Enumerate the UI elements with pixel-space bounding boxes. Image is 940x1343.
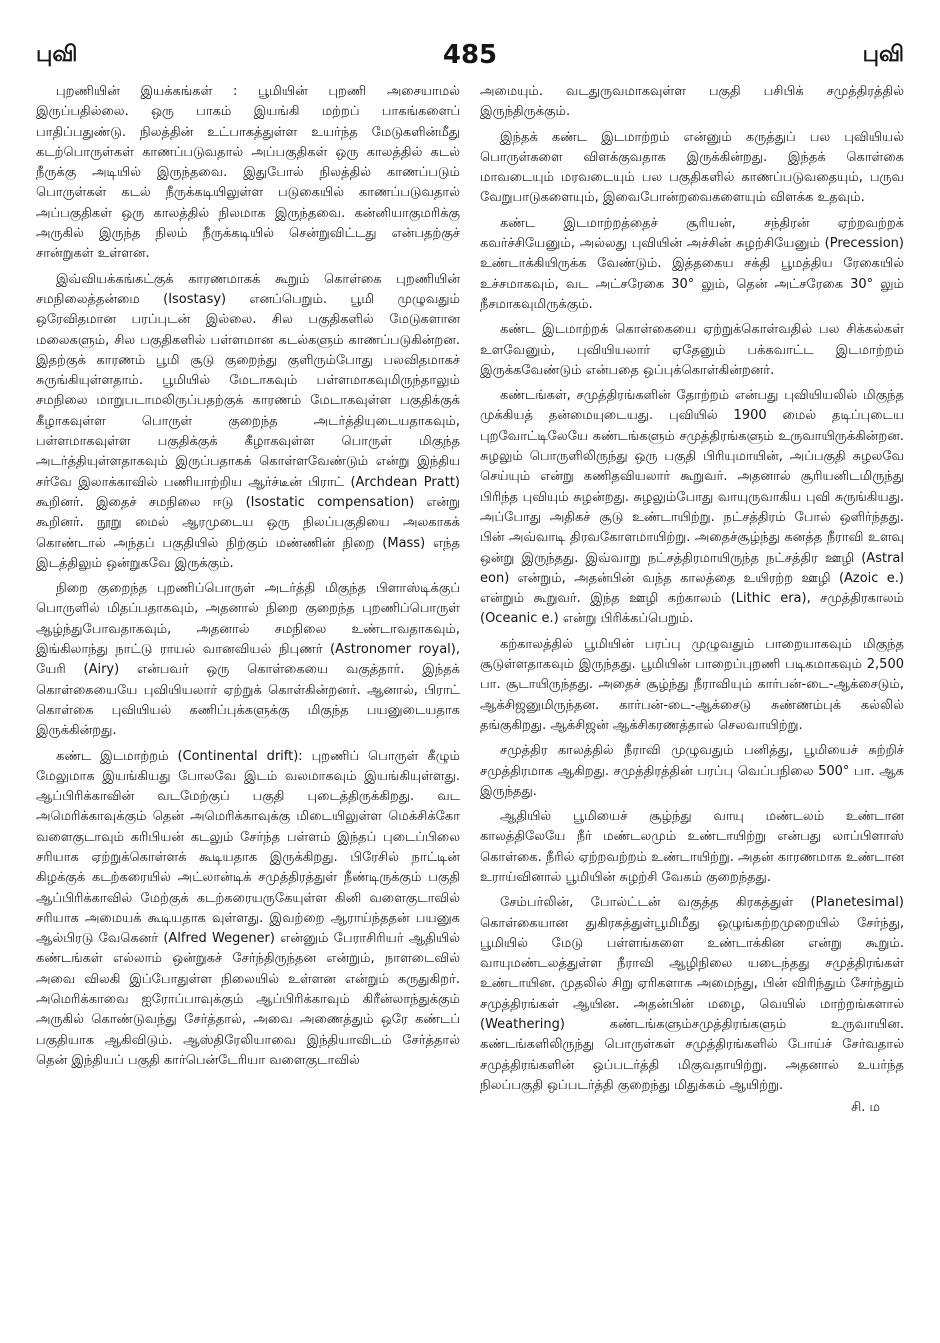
paragraph-drift-continued: அமையும். வடதுருவமாகவுள்ள பகுதி பசிபிக் சமுத்திரத்தில் இருந்திருக்கும். (480, 84, 904, 120)
page-header (36, 30, 904, 70)
author-signature: சி. ம (851, 1100, 880, 1116)
paragraph-isostasy: இவ்வியக்கங்கட்குக் காரணமாகக் கூறும் கொள்கை புறணியின் சமநிலைத்தன்மை (Isostasy) எனப்பெறும். பூமி முழுவதும் ஒரேவிதமான பரப்புடன் இல்லை. சில பகுதிகளில் மேடுகளான மலைகளும், சில பகுதிகளில் பள்ளமான கடல்களும் காணப்படுகின்றன. இதற்குக் காரணம் பூமி சூடு குறைந்து குளிரும்போது பலவிதமாகச் சுருங்கியுள்ளதாம். பூமியில் மேடாகவும் பள்ளமாகவுமிருந்தாலும் சமநிலை மாறுபடாமலிருப்பதற்குக் காரணம் மேடாகவுள்ள பகுதிக்குக் கீழாகவுள்ள பொருள் குறைந்த அடர்த்தியுடையதாகவும், பள்ளமாகவுள்ள பகுதிக்குக் கீழாகவுள்ள பொருள் மிகுந்த அடர்த்தியுள்ளதாகவும் இருப்பதாகக் கொள்ளவேண்டும் என்று இந்திய சர்வே இலாக்காவில் பணியாற்றிய ஆர்ச்டீன் பிராட் (Archdean Pratt) கூறினர். இதைச் சமநிலை ஈடு (Isostatic compensation) என்று கூறினர். நூறு மைல் ஆரமுடைய ஒரு நிலப்பகுதியை அலகாகக் கொண்டால் அந்தப் பகுதியில் நிற்கும் மண்ணின் நிறை (Mass) எந்த இடத்திலும் ஒன்றுகவே இருக்கும். (36, 271, 460, 571)
paragraph-lithic-era: கற்காலத்தில் பூமியின் பரப்பு முழுவதும் பாறையாகவும் மிகுந்த சூடுள்ளதாகவும் இருந்தது. பூமியின் பாறைப்புறணி படிகமாகவும் 2,500 பா. சூடாயிருந்தது. அதைச் சூழ்ந்து நீராவியும் கார்பன்-டை-ஆக்சைடும், ஆக்சிஜனுமிருந்தன. கார்பன்-டை-ஆக்சைடு சுண்ணம்புக் கல்லில் தங்குகிறது. ஆக்சிஜன் ஆக்சிகரணத்தால் செலவாயிற்று. (480, 636, 904, 733)
paragraph-planetesimal: சேம்பர்லின், போல்ட்டன் வகுத்த கிரகத்துள் (Planetesimal) கொள்கையான துகிரகத்துள்பூமிமீது ஒழுங்கற்றமுறையில் சேர்ந்து, பூமியில் மேடு பள்ளங்களை உண்டாக்கின என்று கூறும். வாயுமண்டலத்துள்ள நீராவி ஆழிநிலை யடைந்தது சமுத்திரங்கள் உண்டாயின. முதலில் சிறு ஏரிகளாக அமைந்து, பின் விரிந்தும் சேர்ந்தும் சமுத்திரங்கள் ஆயின. அதன்பின் மழை, வெயில் மாற்றங்களால் (Weathering) கண்டங்களும்சமுத்திரங்களும் உருவாயின. கண்டங்களிலிருந்து பொருள்கள் சமுத்திரங்களில் போய்ச் சேர்வதால் சமுத்திரங்களின் ஒப்படர்த்தி மிகுவதாயிற்று. அதனால் உயர்ந்த நிலப்பகுதி ஒப்படர்த்தி குறைந்து மிதுக்கம் ஆயிற்று. (480, 895, 904, 1093)
paragraph-laplace: ஆதியில் பூமியைச் சூழ்ந்து வாயு மண்டலம் உண்டான காலத்திலேயே நீர் மண்டலமும் உண்டாயிற்று என்பது லாப்பிளாஸ் கொள்கை. நீரில் ஏற்றவற்றம் உண்டாயிற்று. அதன் காரணமாக உண்டான உராய்வினால் பூமியின் சுழற்சி வேகம் குறைந்தது. (480, 809, 904, 885)
paragraph-drift-acceptance: கண்ட இடமாற்றக் கொள்கையை ஏற்றுக்கொள்வதில் பல சிக்கல்கள் உளவேனும், புவியியலார் ஏதேனும் பக்கவாட்ட இடமாற்றம் இருக்கவேண்டும் என்பதை ஒப்புக்கொள்கின்றனர். (480, 322, 904, 378)
header-right-word: புவி (862, 42, 904, 67)
paragraph-oceanic-era: சமுத்திர காலத்தில் நீராவி முழுவதும் பனித்து, பூமியைச் சுற்றிச் சமுத்திரமாக ஆகிறது. சமுத்திரத்தின் பரப்பு வெப்பநிலை 500° பா. ஆக இருந்தது. (480, 743, 904, 799)
left-column (36, 82, 460, 1317)
paragraph-origin-continents: கண்டங்கள், சமுத்திரங்களின் தோற்றம் என்பது புவியியலில் மிகுந்த முக்கியத் தன்மையுடையது. புவியில் 1900 மைல் தடிப்புடைய புறவோட்டிலேயே கண்டங்களும் சமுத்திரங்களும் உருவாயிருக்கின்றன. சுழலும் பொருளிலிருந்து ஒரு பகுதி பிரியுமாயின், அப்பகுதி சுழலவே செய்யும் என்று கணிதவியலார் கூறுவர். அதனால் சூரியனிடமிருந்து பிரிந்த புவியும் சுழன்றது. சுழலும்போது வாயுருவாகிய புவி சுருங்கியது. அப்போது அதிகச் சூடு உண்டாயிற்று. நட்சத்திரம் போல் ஒளிர்ந்தது. பின் அவ்வாடி திரவகோளமாயிற்று. அதைச்சூழ்ந்து கனத்த நீராவி உளவு ஒன்று இருந்தது. இவ்வாறு நட்சத்திரமாயிருந்த நட்சத்திர ஊழி (Astral eon) என்றும், அதன்பின் வந்த காலத்தை உயிரற்ற ஊழி (Azoic e.) என்றும் கூறுவர். இந்த ஊழி கற்காலம் (Lithic era), சமுத்திரகாலம் (Oceanic e.) என்று பிரிக்கப்பெறும். (480, 388, 904, 627)
paragraph-continental-drift: கண்ட இடமாற்றம் (Continental drift): புறணிப் பொருள் கீழும் மேலுமாக இயங்கியது போலவே இடம் வலமாகவும் இயங்கியுள்ளது. ஆப்பிரிக்காவின் வடமேற்குப் பகுதி புடைத்திருக்கிறது. வட அமெரிக்காவுக்கும் தென் அமெரிக்காவுக்கு மிடையிலுள்ள மெக்சிக்கோ வளைகுடாவும் கரிபியன் கடலும் சேர்ந்த பள்ளம் இந்தப் புடைப்பிலை சரியாக ஏற்றுக்கொள்ளக் கூடியதாக இருக்கிறது. பிரேசில் நாட்டின் கிழக்குக் கடற்கரையில் அட்லான்டிக் சமுத்திரத்துள் நீண்டிருக்கும் பகுதி ஆப்பிரிக்காவில் மேற்குக் கடற்கரையருகேயுள்ள கினி வளைகுடாவில் சரியாக அமையக் கூடியதாக வுள்ளது. இவற்றை ஆராய்ந்ததன் பயனுக ஆல்பிரடு வேகெனர் (Alfred Wegener) என்னும் பேராசிரியர் ஆதியில் கண்டங்கள் எல்லாம் ஒன்றுகச் சேர்ந்திருந்தன என்றும், நாளடைவில் அவை விலகி இப்போதுள்ள நிலையில் உள்ளன என்றும் கருதுகிறர். அமெரிக்காவை ஐரோப்பாவுக்கும் ஆப்பிரிக்காவும் கிரீன்லாந்துக்கும் அருகில் கொண்டுவந்து சேர்த்தால், அவை அணைத்தும் ஒரே கண்டப் பகுதியாக ஆகிவிடும். ஆஸ்திரேலியாவை இந்தியாவிடம் சேர்த்தால் தென் இந்தியப் பகுதி கார்பென்டேரியா வளைகுடாவில் (36, 748, 460, 1068)
header-left-word: புவி (36, 42, 78, 67)
right-column (480, 82, 904, 1317)
paragraph-crust-movements: புறணியின் இயக்கங்கள் : பூமியின் புறணி அசையாமல் இருப்பதில்லை. ஒரு பாகம் இயங்கி மற்றப் பாகங்களைப் பாதிப்பதுண்டு. நிலத்தின் உட்பாகத்துள்ள உயர்ந்த மேடுகளின்மீது கடற்பொருள்கள் காணப்படுவதால் அப்பகுதிகள் ஒரு காலத்தில் கடல் நீருக்கு அடியில் இருந்தவை. இதுபோல் நிலத்தில் காணப்படும் பொருள்கள் கடல் நீருக்கடியிலுள்ள படுகையில் காணப்படுவதால் அப்பகுதிகள் ஒரு காலத்தில் நிலமாக இருந்தவை. கன்னியாகுமரிக்கு அருகில் இருந்த நிலம் நீருக்கடியில் சென்றுவிட்டது என்பதற்குச் சான்றுகள் உள்ளன. (36, 84, 460, 262)
paragraph-airy-theory: நிறை குறைந்த புறணிப்பொருள் அடர்த்தி மிகுந்த பிளாஸ்டிக்குப் பொருளில் மிதப்பதாகவும், அதனால் நிறை குறைந்த புறணிப்பொருள் ஆழ்ந்துபோவதாகவும், அதனால் சமநிலை உண்டாவதாகவும், இங்கிலாந்து நாட்டு ராயல் வானவியல் நிபுணர் (Astronomer royal), யேரி (Airy) என்பவர் ஒரு கொள்கையை வகுத்தார். இந்தக் கொள்கையையே புவியியலார் ஏற்றுக் கொள்கின்றனர். ஆனால், பிராட் கொள்கை புவியியல் கணிப்புக்களுக்கு மிகுந்த பயனுடையதாக இருக்கின்றது. (36, 581, 460, 739)
paragraph-drift-explains: இந்தக் கண்ட இடமாற்றம் என்னும் கருத்துப் பல புவியியல் பொருள்களை விளக்குவதாக இருக்கின்றது. இந்தக் கொள்கை மாவடையும் மரவடையும் பல பகுதிகளில் காணப்படுவதையும், பருவ வேறுபாடுகளையும், இவைபோன்றவைகளையும் விளக்க உதவும். (480, 129, 904, 206)
paragraph-drift-causes: கண்ட இடமாற்றத்தைச் சூரியன், சந்திரன் ஏற்றவற்றக் கவர்ச்சியேனும், அல்லது புவியின் அச்சின் சுழற்சியேனும் (Precession) உண்டாக்கியிருக்க வேண்டும். இத்தகைய சக்தி பூமத்திய ரேகையில் உச்சமாகவும், வட அட்சரேகை 30° லும், தென் அட்சரேகை 30° லும் நீசமாகவுமிருக்கும். (480, 215, 904, 312)
page-number: 485 (442, 40, 498, 70)
text-columns (36, 82, 904, 1317)
